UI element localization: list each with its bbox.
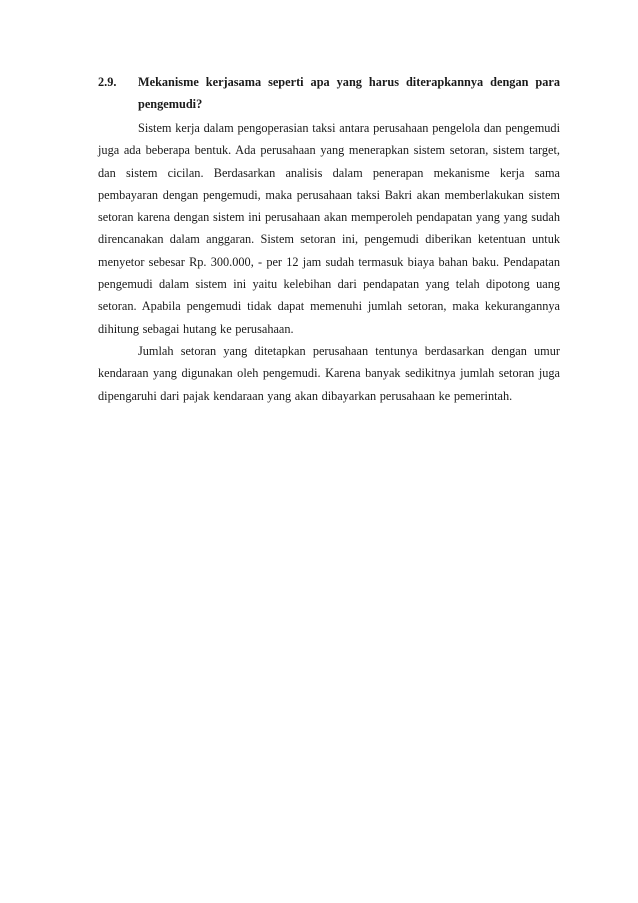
paragraph: Jumlah setoran yang ditetapkan perusahaan tentunya berdasarkan dengan umur kendaraan yang digunakan oleh pengemudi. Karena banyak sedikitnya jumlah setoran juga dipengaruhi dari pajak kendaraan yang akan dibayarkan perusahaan ke pemerintah. (98, 343, 560, 403)
section-heading (98, 71, 560, 115)
paragraph: Sistem kerja dalam pengoperasian taksi antara perusahaan pengelola dan pengemudi juga ada beberapa bentuk. Ada perusahaan yang menerapkan sistem setoran, sistem target, dan sistem cicilan. Berdasarkan analisis dalam penerapan mekanisme kerja sama pembayaran dengan pengemudi, maka perusahaan taksi Bakri akan memberlakukan sistem setoran karena dengan sistem ini perusahaan akan memperoleh pendapatan yang yang sudah direncanakan dalam anggaran. Sistem setoran ini, pengemudi diberikan ketentuan untuk menyetor sebesar Rp. 300.000, - per 12 jam sudah termasuk biaya bahan baku. Pendapatan pengemudi dalam sistem ini yaitu kelebihan dari pendapatan yang telah dipotong uang setoran. Apabila pengemudi tidak dapat memenuhi jumlah setoran, maka kekurangannya dihitung sebagai hutang ke perusahaan. (98, 121, 560, 336)
section-body (98, 117, 560, 407)
section-title: Mekanisme kerjasama seperti apa yang harus diterapkannya dengan para pengemudi? (138, 75, 560, 111)
section-number: 2.9. (98, 75, 117, 89)
